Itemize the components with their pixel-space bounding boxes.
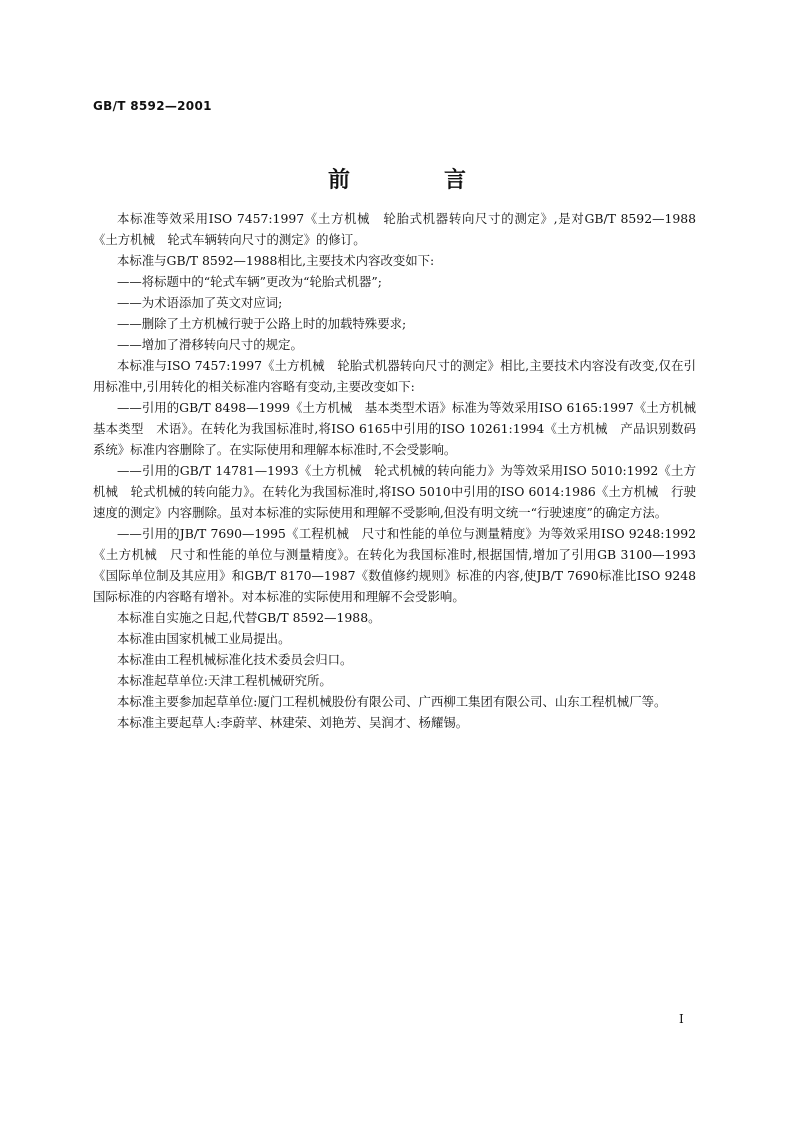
list-item: ——为术语添加了英文对应词; [117, 295, 283, 310]
document-body [93, 208, 709, 733]
list-item: ——将标题中的“轮式车辆”更改为“轮胎式机器”; [117, 274, 382, 289]
page-title: 前 言 [327, 167, 502, 193]
page-number: I [679, 1012, 684, 1026]
list-item: ——增加了滑移转向尺寸的规定。 [117, 337, 303, 352]
list-item: ——引用的GB/T 8498—1999《土方机械 基本类型术语》标准为等效采用ISO 6165:1997《土方机械 基本类型 术语》。在转化为我国标准时,将ISO 6165中引用的ISO 10261:1994《土方机械 产品识别数码系统》标准内容删除了。在实际使用和理解本标准时,不会受影响。 [93, 400, 709, 457]
list-item: ——引用的JB/T 7690—1995《工程机械 尺寸和性能的单位与测量精度》为等效采用ISO 9248:1992《土方机械 尺寸和性能的单位与测量精度》。在转化为我国标准时,根据国情,增加了引用GB 3100—1993《国际单位制及其应用》和GB/T 8170—1987《数值修约规则》标准的内容,使JB/T 7690标准比ISO 9248国际标准的内容略有增补。对本标准的实际使用和理解不会受影响。 [93, 526, 696, 604]
list-item: ——引用的GB/T 14781—1993《土方机械 轮式机械的转向能力》为等效采用ISO 5010:1992《土方机械 轮式机械的转向能力》。在转化为我国标准时,将ISO 5010中引用的ISO 6014:1986《土方机械 行驶速度的测定》内容删除。虽对本标准的实际使用和理解不受影响,但没有明文统一“行驶速度”的确定方法。 [93, 463, 696, 520]
paragraph: 本标准与ISO 7457:1997《土方机械 轮胎式机器转向尺寸的测定》相比,主要技术内容没有改变,仅在引用标准中,引用转化的相关标准内容略有变动,主要改变如下: [93, 358, 696, 394]
standard-code: GB/T 8592—2001 [93, 99, 212, 113]
paragraph: 本标准主要起草人:李蔚苹、林建荣、刘艳芳、吴润才、杨耀锡。 [117, 715, 469, 730]
paragraph: 本标准主要参加起草单位:厦门工程机械股份有限公司、广西柳工集团有限公司、山东工程机械厂等。 [117, 694, 667, 709]
paragraph: 本标准由国家机械工业局提出。 [117, 631, 291, 646]
paragraph: 本标准等效采用ISO 7457:1997《土方机械 轮胎式机器转向尺寸的测定》,是对GB/T 8592—1988《土方机械 轮式车辆转向尺寸的测定》的修订。 [93, 211, 696, 247]
paragraph: 本标准由工程机械标准化技术委员会归口。 [117, 652, 353, 667]
paragraph: 本标准与GB/T 8592—1988相比,主要技术内容改变如下: [117, 253, 435, 268]
paragraph: 本标准自实施之日起,代替GB/T 8592—1988。 [117, 610, 381, 625]
paragraph: 本标准起草单位:天津工程机械研究所。 [117, 673, 332, 688]
list-item: ——删除了土方机械行驶于公路上时的加载特殊要求; [117, 316, 407, 331]
